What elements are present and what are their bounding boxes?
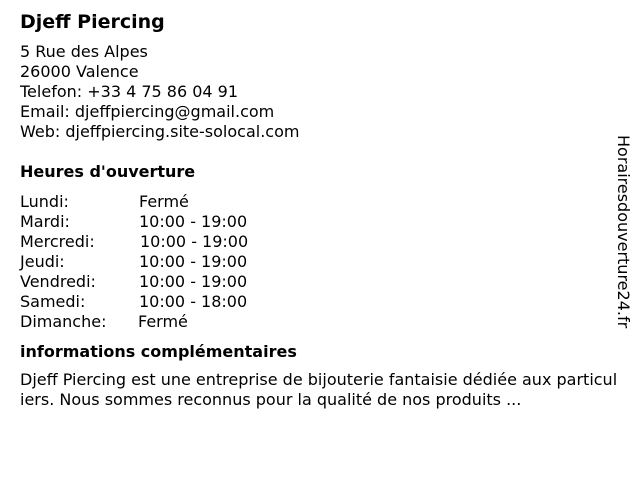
hours-time-value: Fermé bbox=[138, 312, 188, 331]
address-city: 26000 Valence bbox=[20, 62, 139, 81]
business-description: Djeff Piercing est une entreprise de bijouterie fantaisie dédiée aux particuliers. Nous sommes reconnus pour la qualité de nos produits ... bbox=[20, 370, 618, 409]
hours-row-wednesday bbox=[20, 232, 620, 252]
hours-row-tuesday bbox=[20, 212, 620, 232]
info-heading: informations complémentaires bbox=[20, 342, 297, 361]
hours-row-monday bbox=[20, 192, 620, 212]
hours-time-value: 10:00 - 18:00 bbox=[139, 292, 248, 311]
hours-time-value: 10:00 - 19:00 bbox=[139, 252, 248, 271]
business-card bbox=[20, 8, 620, 410]
hours-day-label: Samedi: bbox=[20, 292, 86, 311]
hours-time-value: 10:00 - 19:00 bbox=[139, 212, 248, 231]
hours-time-value: 10:00 - 19:00 bbox=[139, 272, 248, 291]
hours-day-label: Dimanche: bbox=[20, 312, 107, 331]
hours-day-label: Mercredi: bbox=[20, 232, 95, 251]
hours-day-label: Mardi: bbox=[20, 212, 70, 231]
hours-row-thursday bbox=[20, 252, 620, 272]
hours-time-value: 10:00 - 19:00 bbox=[140, 232, 249, 251]
hours-day-label: Lundi: bbox=[20, 192, 69, 211]
hours-row-sunday bbox=[20, 312, 620, 332]
hours-row-saturday bbox=[20, 292, 620, 312]
phone-text: Telefon: +33 4 75 86 04 91 bbox=[20, 82, 239, 101]
business-name: Djeff Piercing bbox=[20, 11, 165, 33]
hours-heading: Heures d'ouverture bbox=[20, 162, 196, 181]
hours-time-value: Fermé bbox=[139, 192, 189, 211]
hours-list bbox=[20, 192, 620, 332]
hours-day-label: Jeudi: bbox=[20, 252, 65, 271]
site-watermark: Horairesdouverture24.fr bbox=[614, 135, 633, 329]
web-text: Web: djeffpiercing.site-solocal.com bbox=[20, 122, 300, 141]
hours-day-label: Vendredi: bbox=[20, 272, 96, 291]
email-text: Email: djeffpiercing@gmail.com bbox=[20, 102, 275, 121]
address-street: 5 Rue des Alpes bbox=[20, 42, 148, 61]
hours-row-friday bbox=[20, 272, 620, 292]
